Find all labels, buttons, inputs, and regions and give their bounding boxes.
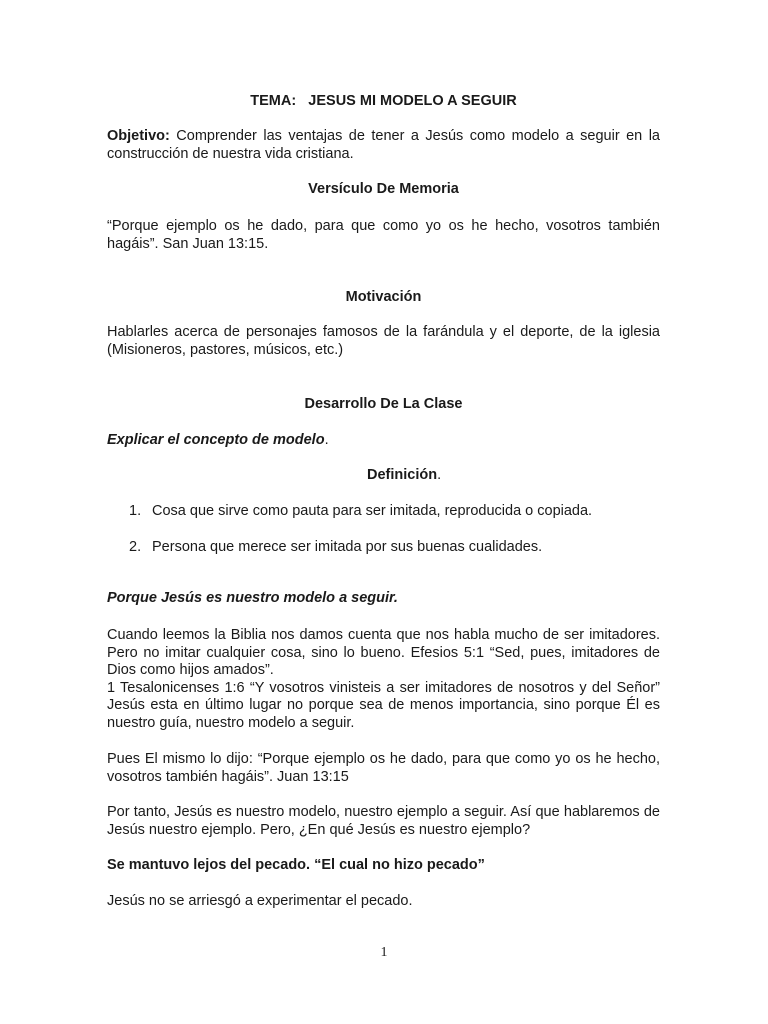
porque-heading: Porque Jesús es nuestro modelo a seguir. xyxy=(107,590,398,606)
explicar-concepto: Explicar el concepto de modelo. xyxy=(107,432,329,448)
page-number: 1 xyxy=(380,945,388,960)
porque-paragraph-2: Pues El mismo lo dijo: “Porque ejemplo os he dado, para que como yo os he hecho, vosotros también hagáis”. Juan 13:15 xyxy=(107,751,660,785)
motivacion-text: Hablarles acerca de personajes famosos de la farándula y el deporte, de la iglesia (Misioneros, pastores, músicos, etc.) xyxy=(107,324,660,358)
pecado-heading: Se mantuvo lejos del pecado. “El cual no hizo pecado” xyxy=(107,857,485,873)
porque-paragraph-3: Por tanto, Jesús es nuestro modelo, nuestro ejemplo a seguir. Así que hablaremos de Jesús nuestro ejemplo. Pero, ¿En qué Jesús es nuestro ejemplo? xyxy=(107,804,660,838)
objetivo-text: Comprender las ventajas de tener a Jesús como modelo a seguir en la construcción de nuestra vida cristiana. xyxy=(107,128,660,162)
objetivo-label: Objetivo: xyxy=(107,128,170,144)
desarrollo-heading: Desarrollo De La Clase xyxy=(304,396,463,412)
definicion-heading: Definición. xyxy=(367,467,442,483)
list-item: 1. Cosa que sirve como pauta para ser imitada, reproducida o copiada. xyxy=(129,503,593,519)
versiculo-text: “Porque ejemplo os he dado, para que como yo os he hecho, vosotros también hagáis”. San Juan 13:15. xyxy=(107,218,660,252)
objetivo-paragraph xyxy=(107,128,660,163)
list-item: 2. Persona que merece ser imitada por sus buenas cualidades. xyxy=(129,539,543,555)
motivacion-heading: Motivación xyxy=(345,289,422,305)
porque-paragraph-1: Cuando leemos la Biblia nos damos cuenta que nos habla mucho de ser imitadores. Pero no imitar cualquier cosa, sino lo bueno. Efesios 5:1 “Sed, pues, imitadores de Dios como hijos amados”. 1 Tesalonicenses 1:6 “Y vosotros vinisteis a ser imitadores de nosotros y del Señor” Jesús esta en último lugar no porque sea de menos importancia, sino porque Él es nuestro guía, nuestro modelo a seguir. xyxy=(107,627,660,731)
pecado-text: Jesús no se arriesgó a experimentar el pecado. xyxy=(107,893,413,909)
document-title: TEMA: JESUS MI MODELO A SEGUIR xyxy=(250,93,517,109)
versiculo-heading: Versículo De Memoria xyxy=(308,181,459,197)
